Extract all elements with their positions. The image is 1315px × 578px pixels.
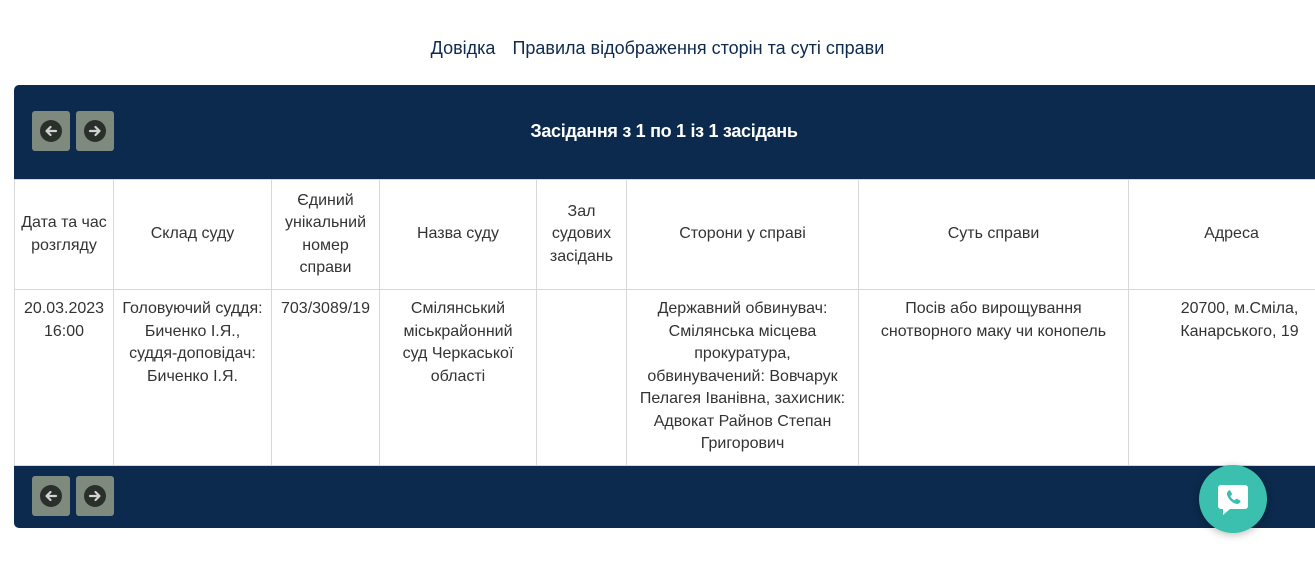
hearings-table [14, 179, 1315, 466]
display-rules-link[interactable]: Правила відображення сторін та суті справи [512, 38, 885, 58]
chat-phone-icon [1215, 481, 1251, 517]
col-header-court-name: Назва суду [380, 180, 537, 290]
arrow-left-circle-icon [44, 489, 58, 503]
col-header-court-panel: Склад суду [114, 180, 272, 290]
col-header-case-essence: Суть справи [859, 180, 1129, 290]
next-page-button-bottom[interactable] [76, 476, 114, 516]
cell-case-essence: Посів або вирощування снотворного маку чи конопель [859, 290, 1129, 466]
cell-court-name: Смілянський міськрайонний суд Черкаської області [380, 290, 537, 466]
pagination-title: Засідання з 1 по 1 із 1 засідань [530, 121, 798, 141]
col-header-date: Дата та час розгляду [15, 180, 114, 290]
col-header-case-number: Єдиний унікальний номер справи [272, 180, 380, 290]
table-header-row [15, 180, 1315, 290]
cell-case-number: 703/3089/19 [272, 290, 380, 466]
top-links [0, 38, 1315, 59]
cell-court-panel: Головуючий суддя: Биченко І.Я., суддя-доповідач: Биченко І.Я. [114, 290, 272, 466]
chat-call-button[interactable] [1199, 465, 1267, 533]
prev-page-button-bottom[interactable] [32, 476, 70, 516]
table-row [15, 290, 1315, 466]
pagination-header [14, 85, 1315, 179]
help-link[interactable]: Довідка [430, 38, 496, 58]
col-header-hall: Зал судових засідань [537, 180, 627, 290]
col-header-parties: Сторони у справі [627, 180, 859, 290]
arrow-right-circle-icon [88, 489, 102, 503]
cell-parties: Державний обвинувач: Смілянська місцева прокуратура, обвинувачений: Вовчарук Пелагея Іванівна, захисник: Адвокат Райнов Степан Григорович [627, 290, 859, 466]
pagination-footer [14, 465, 1315, 528]
hearings-panel [14, 85, 1315, 528]
cell-hall [537, 290, 627, 466]
col-header-address: Адреса [1129, 180, 1315, 290]
cell-date: 20.03.2023 16:00 [15, 290, 114, 466]
cell-address: 20700, м.Сміла, Канарського, 19 [1129, 290, 1315, 466]
